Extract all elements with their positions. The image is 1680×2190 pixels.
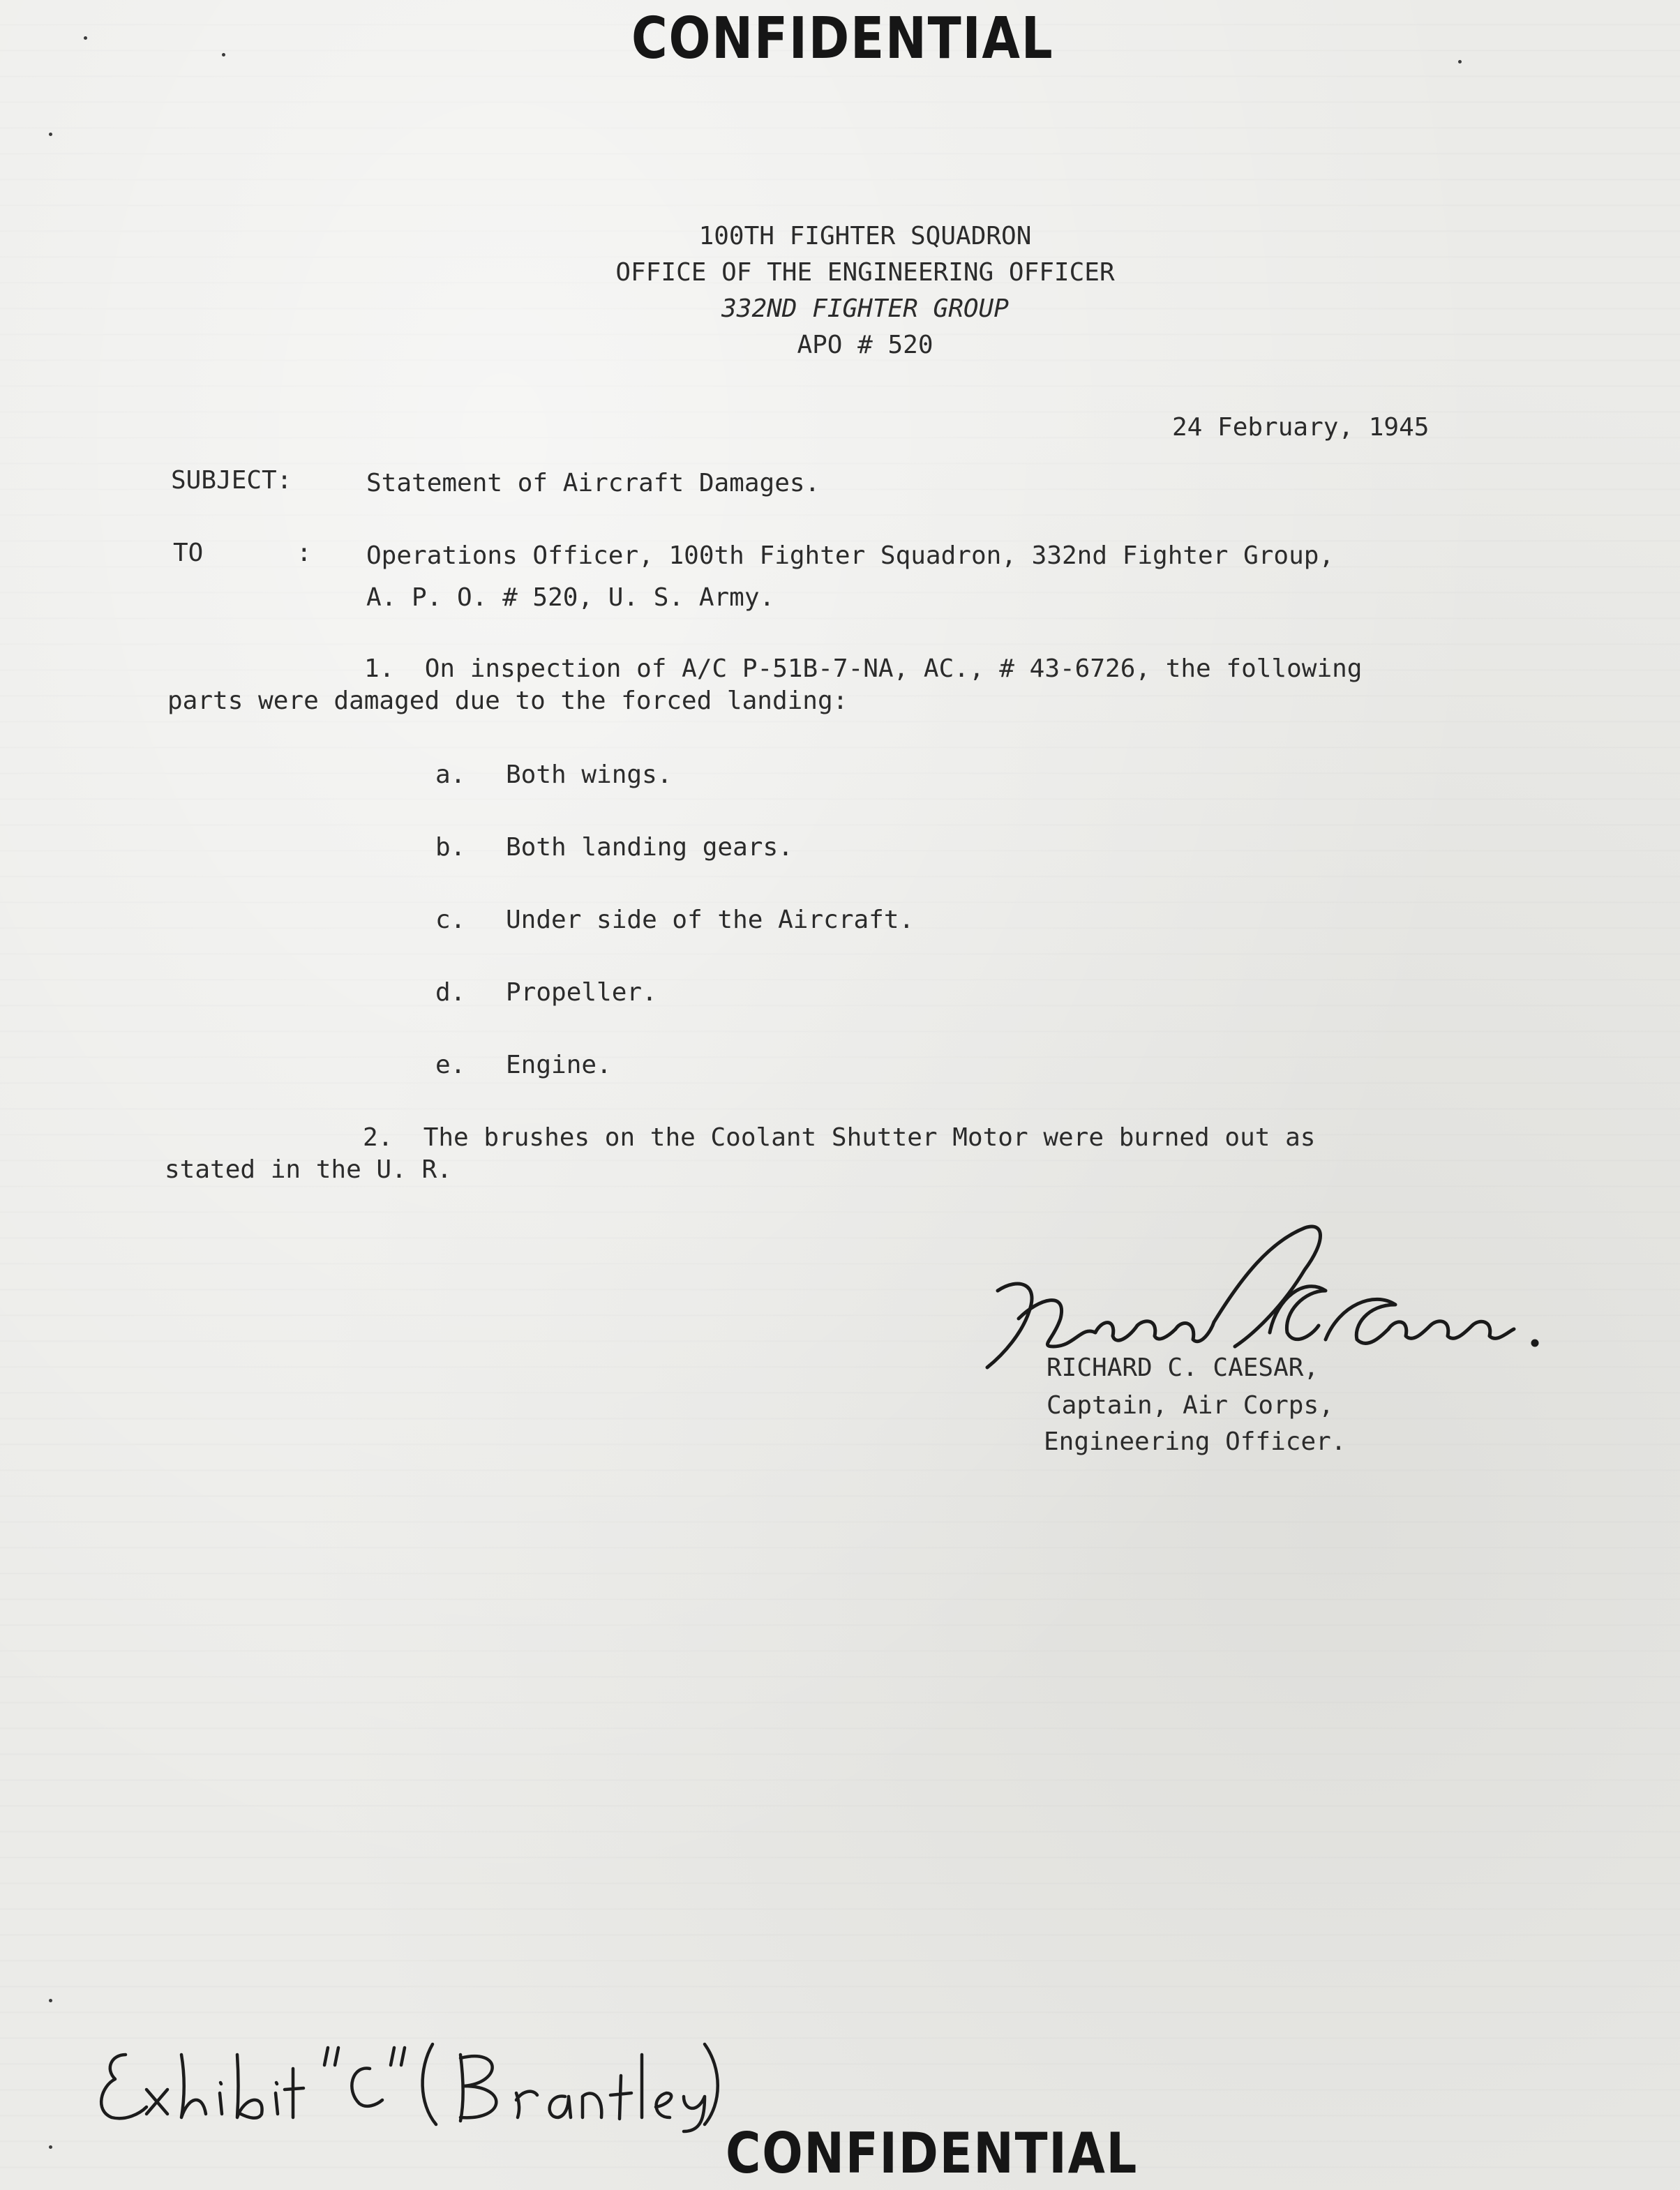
paragraph-1-line-2: parts were damaged due to the forced landing: [167,687,848,715]
item-c-marker: c. [435,906,466,934]
scan-speck [1458,60,1462,63]
to-colon: : [297,539,312,567]
paragraph-2-line-1: 2. The brushes on the Coolant Shutter Motor were burned out as [363,1123,1316,1152]
scan-speck [49,1999,52,2002]
confidential-stamp-bottom: CONFIDENTIAL [726,2121,1139,2186]
paragraph-2-line-2: stated in the U. R. [165,1155,452,1184]
header-squadron: 100TH FIGHTER SQUADRON [698,222,1032,250]
item-d-marker: d. [435,978,466,1007]
scan-speck [84,36,87,40]
item-b-marker: b. [435,833,466,862]
scan-speck [49,2145,52,2149]
handwritten-exhibit-note [84,2027,726,2138]
to-line-1: Operations Officer, 100th Fighter Squadron, 332nd Fighter Group, [366,541,1335,570]
confidential-stamp-top: CONFIDENTIAL [631,6,1054,72]
item-c-text: Under side of the Aircraft. [506,906,915,934]
item-d-text: Propeller. [506,978,657,1007]
signature-name: RICHARD C. CAESAR, [1047,1353,1319,1382]
signature-rank: Captain, Air Corps, [1047,1391,1334,1420]
item-a-marker: a. [435,760,466,789]
subject-label: SUBJECT: [171,466,292,495]
to-line-2: A. P. O. # 520, U. S. Army. [366,583,775,612]
letter-date: 24 February, 1945 [1172,413,1430,442]
subject-value: Statement of Aircraft Damages. [366,469,820,497]
to-label: TO [173,539,204,567]
scan-speck [222,53,225,57]
paragraph-1-line-1: 1. On inspection of A/C P-51B-7-NA, AC., # 43-6726, the following [364,654,1363,683]
header-office: OFFICE OF THE ENGINEERING OFFICER [615,258,1115,287]
item-a-text: Both wings. [506,760,673,789]
item-e-text: Engine. [506,1051,612,1079]
header-apo: APO # 520 [797,331,933,359]
header-group: 332ND FIGHTER GROUP [721,294,1009,323]
item-b-text: Both landing gears. [506,833,793,862]
signature-title: Engineering Officer. [1044,1427,1347,1456]
item-e-marker: e. [435,1051,466,1079]
scan-speck [49,133,52,136]
